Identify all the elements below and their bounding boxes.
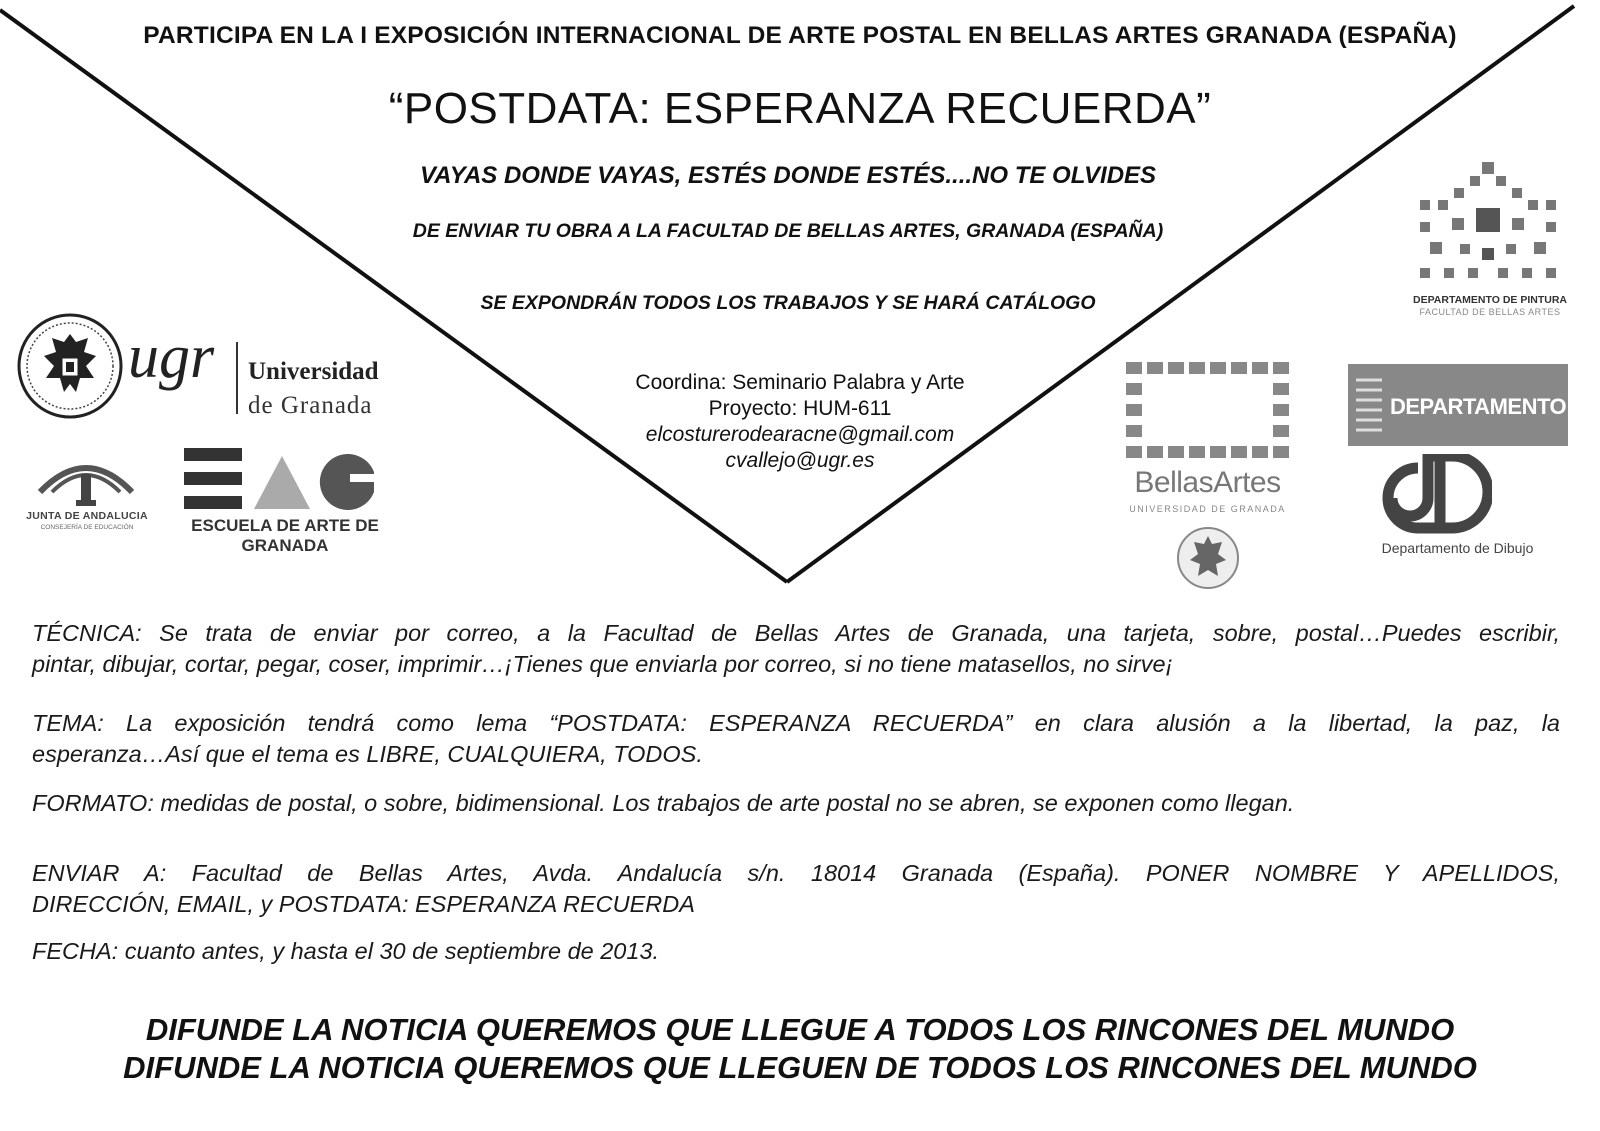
fecha-line: FECHA: cuanto antes, y hasta el 30 de septiembre de 2013. [32, 938, 660, 964]
departamento-text: DEPARTAMENTO [1390, 394, 1567, 419]
departamento-banner [1348, 364, 1568, 446]
escuela-arte-logo [160, 448, 410, 555]
ugr-divider [236, 342, 238, 414]
coordina-text: Coordina: Seminario Palabra y Arte [635, 371, 965, 394]
pintura-pattern-icon [1410, 160, 1580, 288]
formato-line: FORMATO: medidas de postal, o sobre, bidimensional. Los trabajos de arte postal no se abren, se exponen como llegan. [32, 790, 1295, 816]
ugr-seal-icon [16, 312, 124, 420]
bellas-artes-logo [1120, 362, 1295, 592]
footer-line-2: DIFUNDE LA NOTICIA QUEREMOS QUE LLEGUEN DE TODOS LOS RINCONES DEL MUNDO [123, 1050, 1477, 1085]
ugr-name-line1: Universidad [248, 358, 379, 385]
ugr-name-line2: de Granada [248, 392, 373, 419]
paragraph-tema [32, 708, 1560, 770]
subtitle-2: DE ENVIAR TU OBRA A LA FACULTAD DE BELLAS ARTES, GRANADA (ESPAÑA) [412, 220, 1164, 242]
dibujo-mark-icon [1382, 454, 1492, 534]
escuela-mark-icon [184, 448, 384, 510]
ugr-mark: ugr [128, 323, 215, 391]
paragraph-enviar [32, 858, 1560, 920]
junta-line1: JUNTA DE ANDALUCIA [26, 510, 148, 522]
bellas-artes-name: BellasArtes [1134, 466, 1281, 499]
junta-line2: CONSEJERÍA DE EDUCACIÓN [40, 524, 134, 531]
tema-line-2: esperanza…Así que el tema es LIBRE, CUALQUIERA, TODOS. [32, 741, 703, 767]
enviar-line-1: ENVIAR A: Facultad de Bellas Artes, Avda. Andalucía s/n. 18014 Granada (España). PONER NOMBRE Y APELLIDOS, [32, 860, 1560, 886]
bellas-artes-sub: UNIVERSIDAD DE GRANADA [1129, 504, 1286, 514]
enviar-line-2: DIRECCIÓN, EMAIL, y POSTDATA: ESPERANZA RECUERDA [32, 891, 695, 917]
junta-andalucia-logo [22, 448, 152, 538]
dibujo-name: Departamento de Dibujo [1381, 540, 1534, 556]
dept-dibujo-logo [1340, 364, 1575, 564]
escuela-name: ESCUELA DE ARTE DE GRANADA [191, 516, 379, 555]
tecnica-line-1: TÉCNICA: Se trata de enviar por correo, a la Facultad de Bellas Artes de Granada, una tarjeta, sobre, postal…Puedes escribir, [32, 620, 1560, 646]
page-title: “POSTDATA: ESPERANZA RECUERDA” [388, 84, 1212, 133]
paragraph-formato [32, 788, 1560, 819]
bellas-artes-grid-icon [1126, 362, 1292, 460]
bellas-artes-seal-icon [1176, 526, 1240, 590]
spiral-icon [1354, 374, 1384, 436]
tema-line-1: TEMA: La exposición tendrá como lema “POSTDATA: ESPERANZA RECUERDA” en clara alusión a la libertad, la paz, la [32, 710, 1560, 736]
email-link-1[interactable]: elcosturerodearacne@gmail.com [645, 423, 955, 446]
pintura-line1: DEPARTAMENTO DE PINTURA [1412, 294, 1567, 306]
contact-block [520, 370, 1080, 474]
pintura-line2: FACULTAD DE BELLAS ARTES [1419, 307, 1561, 317]
paragraph-tecnica [32, 618, 1560, 680]
tecnica-line-2: pintar, dibujar, cortar, pegar, coser, imprimir…¡Tienes que enviarla por correo, si no tiene matasellos, no sirve¡ [32, 651, 1174, 677]
footer-line-1: DIFUNDE LA NOTICIA QUEREMOS QUE LLEGUE A TODOS LOS RINCONES DEL MUNDO [145, 1012, 1455, 1047]
junta-emblem-icon [34, 448, 138, 510]
dept-pintura-logo [1410, 160, 1580, 320]
ugr-logo [16, 312, 396, 422]
subtitle-3: SE EXPONDRÁN TODOS LOS TRABAJOS Y SE HARÁ CATÁLOGO [480, 292, 1096, 314]
header-top-line: PARTICIPA EN LA I EXPOSICIÓN INTERNACIONAL DE ARTE POSTAL EN BELLAS ARTES GRANADA (ESPAÑA) [143, 22, 1457, 49]
email-link-2[interactable]: cvallejo@ugr.es [725, 449, 875, 472]
subtitle-1: VAYAS DONDE VAYAS, ESTÉS DONDE ESTÉS....NO TE OLVIDES [419, 162, 1157, 189]
proyecto-text: Proyecto: HUM-611 [708, 397, 892, 420]
paragraph-fecha [32, 936, 1560, 967]
